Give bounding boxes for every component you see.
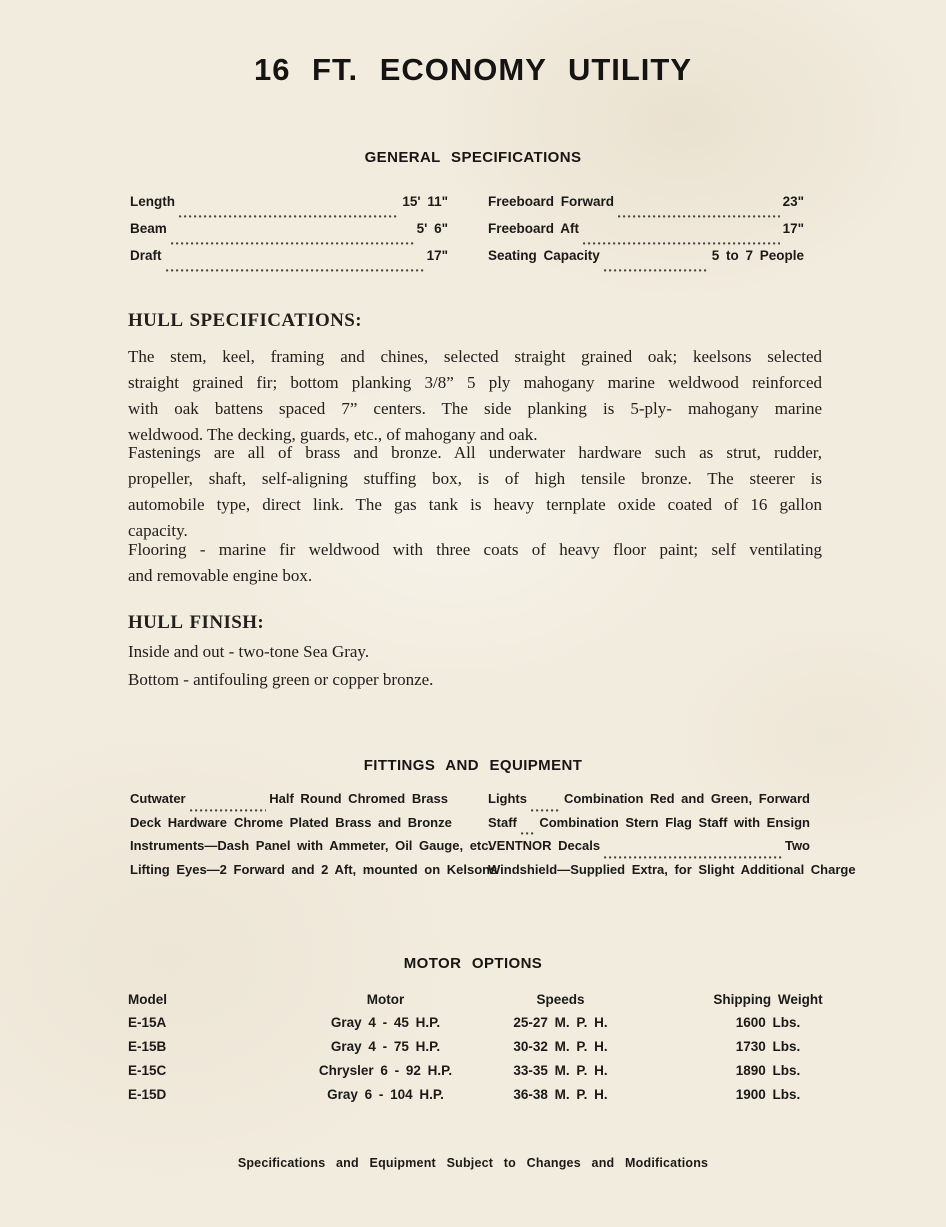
fitting-value: Combination Stern Flag Staff with Ensign — [539, 814, 810, 830]
fittings-heading: FITTINGS AND EQUIPMENT — [363, 757, 583, 774]
table-cell-model: E-15B — [128, 1039, 167, 1054]
paragraph-line: capacity. — [128, 521, 188, 540]
spec-row-beam — [130, 221, 448, 248]
paragraph-line: The stem, keel, framing and chines, selected straight grained oak; keelsons selected — [128, 347, 822, 366]
dotted-leader — [179, 214, 399, 218]
table-cell-shipping-weight: 1600 Lbs. — [735, 1015, 801, 1030]
spec-row-draft — [130, 248, 448, 275]
fitting-text: Instruments—Dash Panel with Ammeter, Oil Gauge, etc. — [130, 838, 493, 853]
spec-label: Beam — [130, 221, 167, 236]
spec-value: 17" — [426, 248, 448, 263]
spec-row-freeboard-aft — [488, 221, 804, 248]
dotted-leader — [166, 268, 424, 272]
table-cell-shipping-weight: 1730 Lbs. — [735, 1039, 801, 1054]
table-cell-motor: Gray 4 - 75 H.P. — [330, 1039, 441, 1054]
dotted-leader — [190, 808, 267, 812]
fitting-row-staff — [488, 815, 810, 839]
spec-value: 5 to 7 People — [711, 248, 804, 263]
table-cell-model: E-15C — [128, 1063, 167, 1078]
hull-specifications-paragraph-2 — [128, 440, 822, 544]
dotted-leader — [604, 268, 709, 272]
spec-label: Freeboard Aft — [488, 221, 580, 236]
fitting-label: Cutwater — [130, 791, 186, 806]
fitting-label: Staff — [488, 814, 517, 830]
hull-specifications-heading: HULL SPECIFICATIONS: — [128, 310, 363, 331]
table-cell-speeds: 33-35 M. P. H. — [513, 1063, 608, 1078]
table-cell-speeds: 25-27 M. P. H. — [513, 1015, 608, 1030]
hull-finish-heading: HULL FINISH: — [128, 612, 265, 633]
table-cell-motor: Chrysler 6 - 92 H.P. — [318, 1063, 453, 1078]
dotted-leader — [604, 855, 782, 859]
general-specifications-heading: GENERAL SPECIFICATIONS — [364, 149, 582, 166]
spec-value: 17" — [782, 221, 804, 236]
fitting-text: Lifting Eyes—2 Forward and 2 Aft, mounted on Kelsons — [130, 861, 498, 877]
table-cell-speeds: 30-32 M. P. H. — [513, 1039, 608, 1054]
table-cell-motor: Gray 4 - 45 H.P. — [330, 1015, 441, 1030]
dotted-leader — [171, 241, 414, 245]
fitting-text: Windshield—Supplied Extra, for Slight Additional Charge — [488, 861, 856, 877]
fitting-label: Lights — [488, 791, 527, 806]
fittings-right-column — [488, 791, 856, 885]
table-cell-motor: Gray 6 - 104 H.P. — [327, 1087, 444, 1102]
paragraph-line: propeller, shaft, self-aligning stuffing box, is of high tensile bronze. The steerer is — [128, 469, 822, 488]
general-specs-left-column — [130, 194, 448, 275]
column-header-model: Model — [128, 992, 167, 1007]
fittings-left-column — [130, 791, 498, 885]
hull-specifications-paragraph-3 — [128, 537, 822, 589]
fitting-label: Deck Hardware — [130, 814, 227, 830]
paragraph-line: with oak battens spaced 7” centers. The side planking is 5-ply- mahogany marine — [128, 399, 822, 418]
fitting-row-instruments — [130, 838, 493, 862]
motor-options-table — [128, 992, 918, 1111]
fitting-row-lights — [488, 791, 810, 815]
fitting-row-deck-hardware — [130, 814, 452, 839]
hull-finish-line-2: Bottom - antifouling green or copper bronze. — [128, 670, 434, 689]
fitting-value: Chrome Plated Brass and Bronze — [233, 814, 452, 830]
dotted-leader — [618, 214, 780, 218]
table-cell-model: E-15A — [128, 1015, 167, 1030]
paragraph-line: weldwood. The decking, guards, etc., of mahogany and oak. — [128, 425, 538, 444]
dotted-leader — [583, 241, 780, 245]
spec-label: Length — [130, 194, 175, 209]
fitting-row-cutwater — [130, 791, 448, 815]
paragraph-line: Fastenings are all of brass and bronze. All underwater hardware such as strut, rudder, — [128, 443, 822, 462]
fitting-value: Combination Red and Green, Forward — [563, 791, 810, 806]
fitting-value: Half Round Chromed Brass — [269, 791, 448, 806]
spec-label: Seating Capacity — [488, 248, 600, 263]
fitting-row-windshield — [488, 861, 856, 886]
spec-label: Freeboard Forward — [488, 194, 615, 209]
spec-row-length — [130, 194, 448, 221]
dotted-leader — [521, 831, 536, 835]
column-header-speeds: Speeds — [536, 992, 585, 1007]
spec-value: 15' 11" — [402, 194, 448, 209]
fitting-row-lifting-eyes — [130, 861, 498, 886]
spec-value: 23" — [782, 194, 804, 209]
hull-finish-line-1: Inside and out - two-tone Sea Gray. — [128, 642, 370, 661]
spec-row-seating-capacity — [488, 248, 804, 275]
column-header-shipping-weight: Shipping Weight — [713, 992, 823, 1007]
paragraph-line: Flooring - marine fir weldwood with three coats of heavy floor paint; self ventilating — [128, 540, 822, 559]
table-cell-shipping-weight: 1890 Lbs. — [735, 1063, 801, 1078]
footer-disclaimer: Specifications and Equipment Subject to Changes and Modifications — [237, 1156, 709, 1170]
fitting-value: Two — [784, 838, 810, 853]
paragraph-line: straight grained fir; bottom planking 3/8” 5 ply mahogany marine weldwood reinforced — [128, 373, 822, 392]
page-title: 16 FT. ECONOMY UTILITY — [253, 52, 693, 87]
spec-value: 5' 6" — [416, 221, 448, 236]
motor-options-heading: MOTOR OPTIONS — [403, 955, 543, 972]
column-header-motor: Motor — [366, 992, 405, 1007]
fitting-row-ventnor-decals — [488, 838, 810, 862]
table-cell-shipping-weight: 1900 Lbs. — [735, 1087, 801, 1102]
paragraph-line: and removable engine box. — [128, 566, 313, 585]
table-cell-model: E-15D — [128, 1087, 167, 1102]
spec-label: Draft — [130, 248, 162, 263]
hull-specifications-paragraph-1 — [128, 344, 822, 448]
dotted-leader — [531, 808, 561, 812]
table-cell-speeds: 36-38 M. P. H. — [513, 1087, 608, 1102]
spec-row-freeboard-forward — [488, 194, 804, 221]
general-specs-right-column — [488, 194, 804, 275]
paragraph-line: automobile type, direct link. The gas tank is heavy ternplate oxide coated of 16 gallon — [128, 495, 822, 514]
fitting-label: VENTNOR Decals — [488, 838, 601, 853]
